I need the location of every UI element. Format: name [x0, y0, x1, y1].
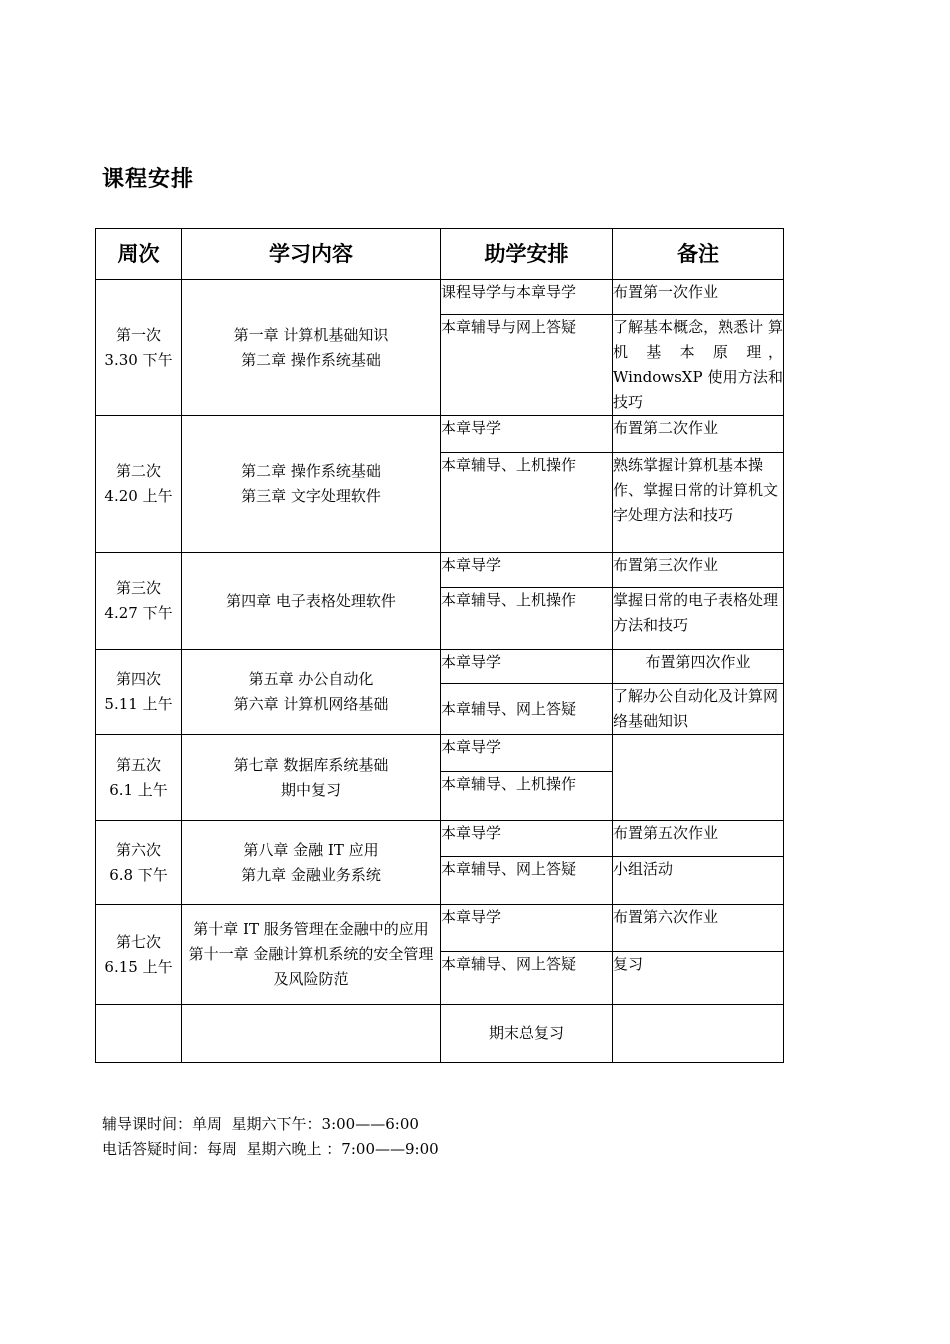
- table-row: [96, 553, 784, 588]
- week-date: 4.20 上午: [104, 487, 173, 505]
- content-cell: [182, 821, 441, 905]
- arrangement-cell: 本章导学: [441, 821, 613, 857]
- note-cell: 布置第三次作业: [613, 553, 784, 588]
- week-label: 第一次: [115, 325, 161, 344]
- content-cell: [182, 1005, 441, 1063]
- content-line: 第二章 操作系统基础: [241, 462, 381, 480]
- arrangement-cell: 本章辅导与网上答疑: [441, 315, 613, 416]
- content-cell: [182, 905, 441, 1005]
- note-cell: 掌握日常的电子表格处理方法和技巧: [613, 588, 784, 650]
- week-cell: [96, 416, 182, 553]
- content-line: 第三章 文字处理软件: [241, 487, 381, 505]
- table-row: [96, 650, 784, 684]
- content-cell: [182, 650, 441, 735]
- note-cell: 布置第六次作业: [613, 905, 784, 952]
- week-date: 6.15 上午: [104, 957, 173, 976]
- week-label: 第四次: [115, 670, 161, 688]
- week-date: 6.1 上午: [109, 780, 168, 799]
- arrangement-cell: 本章辅导、网上答疑: [441, 684, 613, 735]
- content-line: 第十章 IT 服务管理在金融中的应用: [193, 920, 429, 938]
- week-cell: [96, 280, 182, 416]
- note-cell: 布置第四次作业: [613, 650, 784, 684]
- page-title: 课程安排: [102, 167, 195, 192]
- table-row: [96, 735, 784, 772]
- content-line: 第十一章 金融计算机系统的安全管理及风险防范: [188, 945, 434, 988]
- tutoring-time: 辅导课时间：单周 星期六下午：3:00——6:00: [102, 1115, 419, 1133]
- content-line: 第二章 操作系统基础: [241, 350, 381, 369]
- header-week: 周次: [96, 229, 182, 280]
- week-label: 第五次: [115, 755, 161, 774]
- header-arrangement: 助学安排: [441, 229, 613, 280]
- arrangement-cell: 课程导学与本章导学: [441, 280, 613, 315]
- arrangement-cell: 本章辅导、上机操作: [441, 453, 613, 553]
- note-cell: 了解办公自动化及计算网络基础知识: [613, 684, 784, 735]
- arrangement-cell: 本章导学: [441, 553, 613, 588]
- content-line: 第六章 计算机网络基础: [233, 695, 389, 713]
- note-cell: 布置第五次作业: [613, 821, 784, 857]
- arrangement-cell: 本章导学: [441, 650, 613, 684]
- content-line: 第八章 金融 IT 应用: [243, 840, 379, 859]
- content-line: 期中复习: [280, 780, 341, 799]
- note-cell: 了解基本概念，熟悉计 算 机 基 本 原 理， WindowsXP 使用方法和技巧: [613, 315, 784, 416]
- note-cell: [613, 735, 784, 821]
- content-line: 第九章 金融业务系统: [241, 865, 381, 884]
- content-cell: [182, 416, 441, 553]
- week-cell: [96, 553, 182, 650]
- week-date: 5.11 上午: [104, 695, 173, 713]
- week-label: 第六次: [115, 840, 161, 859]
- table-row: [96, 821, 784, 857]
- arrangement-cell: 本章辅导、网上答疑: [441, 952, 613, 1005]
- content-line: 第七章 数据库系统基础: [233, 755, 389, 774]
- content-cell: [182, 280, 441, 416]
- arrangement-cell: 本章辅导、上机操作: [441, 772, 613, 821]
- week-cell: [96, 650, 182, 735]
- week-label: 第二次: [115, 462, 161, 480]
- table-row: [96, 280, 784, 315]
- week-date: 4.27 下午: [104, 604, 173, 622]
- arrangement-cell: 本章辅导、网上答疑: [441, 857, 613, 905]
- arrangement-cell: 本章导学: [441, 416, 613, 453]
- week-cell: [96, 1005, 182, 1063]
- table-row: [96, 416, 784, 453]
- course-schedule-table: [95, 228, 784, 1063]
- table-header-row: [96, 229, 784, 280]
- content-line: 第五章 办公自动化: [248, 670, 374, 688]
- table-row: [96, 905, 784, 952]
- week-label: 第三次: [115, 579, 161, 597]
- arrangement-cell: 本章导学: [441, 735, 613, 772]
- note-cell: 布置第二次作业: [613, 416, 784, 453]
- phone-qa-time: 电话答疑时间：每周 星期六晚上 ：7:00——9:00: [102, 1140, 439, 1158]
- note-cell: 复习: [613, 952, 784, 1005]
- note-cell: 布置第一次作业: [613, 280, 784, 315]
- note-cell: 小组活动: [613, 857, 784, 905]
- week-cell: [96, 905, 182, 1005]
- header-content: 学习内容: [182, 229, 441, 280]
- note-cell: [613, 1005, 784, 1063]
- content-line: 第四章 电子表格处理软件: [226, 591, 396, 610]
- table-row: [96, 1005, 784, 1063]
- content-cell: [182, 553, 441, 650]
- arrangement-cell: 本章导学: [441, 905, 613, 952]
- week-label: 第七次: [115, 932, 161, 951]
- header-notes: 备注: [613, 229, 784, 280]
- arrangement-cell: 期末总复习: [441, 1005, 613, 1063]
- content-line: 第一章 计算机基础知识: [233, 325, 389, 344]
- week-cell: [96, 821, 182, 905]
- week-date: 3.30 下午: [104, 350, 173, 369]
- week-date: 6.8 下午: [109, 865, 168, 884]
- content-cell: [182, 735, 441, 821]
- arrangement-cell: 本章辅导、上机操作: [441, 588, 613, 650]
- note-cell: 熟练掌握计算机基本操作、掌握日常的计算机文字处理方法和技巧: [613, 453, 784, 553]
- week-cell: [96, 735, 182, 821]
